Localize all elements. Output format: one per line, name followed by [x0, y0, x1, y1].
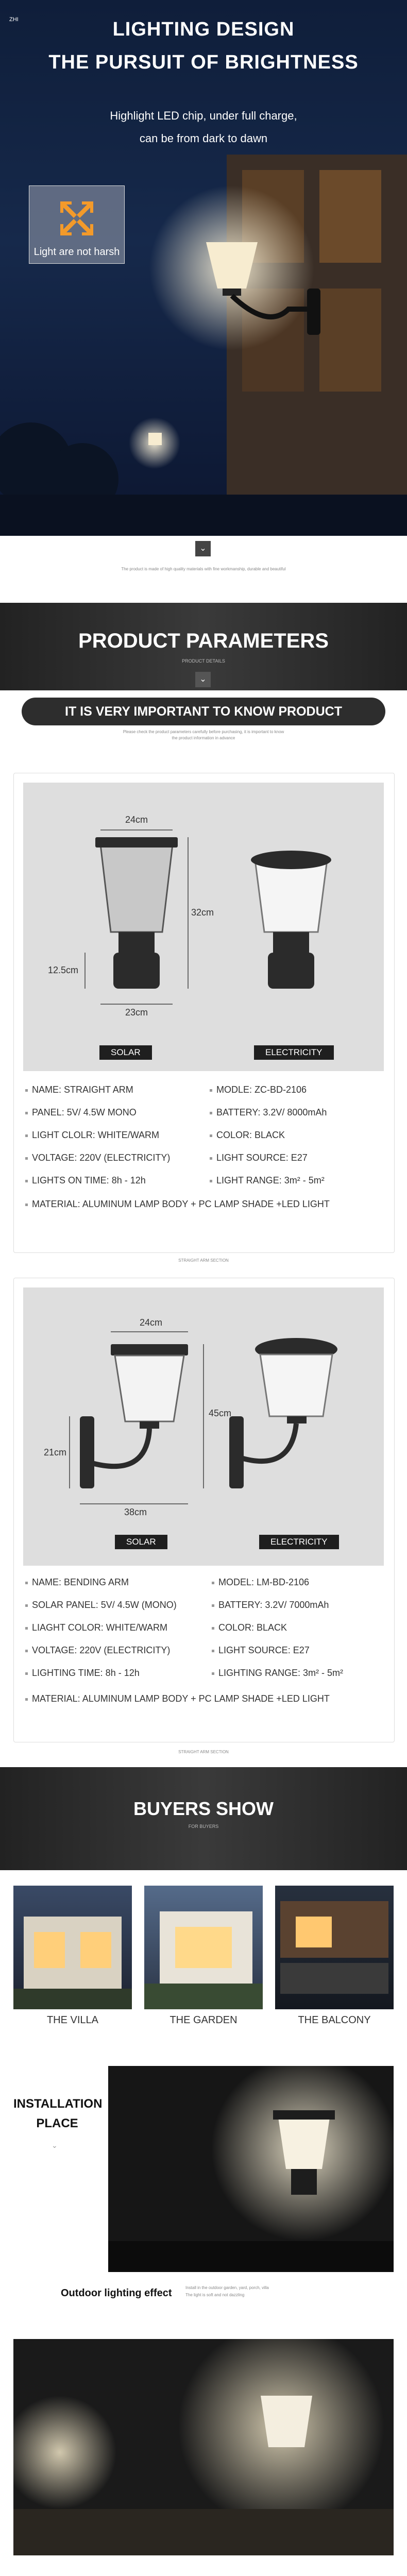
balcony-photo [275, 1886, 394, 2009]
params-banner [0, 603, 407, 690]
villa-illustration [13, 1886, 132, 2009]
product1-tag-electricity: ELECTRICITY [254, 1045, 334, 1060]
bullet-icon [212, 1627, 214, 1630]
product2-spec-right-2 [212, 1622, 287, 1633]
chevron-down-icon: ⌄ [52, 2141, 58, 2149]
hero-note-section [0, 536, 407, 603]
product2-dim-width: 24cm [140, 1317, 163, 1328]
bullet-icon [25, 1604, 28, 1607]
caption-garden: THE GARDEN [169, 2014, 238, 2026]
product1-spec-right-0 [210, 1084, 307, 1095]
product2-spec-left-4 [25, 1668, 140, 1679]
spec-text: SOLAR PANEL: 5V/ 4.5W (MONO) [32, 1600, 177, 1610]
caption-villa: THE VILLA [46, 2014, 99, 2026]
install-title-line1: INSTALLATION [13, 2097, 103, 2111]
product1-diagram-panel [23, 783, 384, 1071]
bullet-icon [212, 1604, 214, 1607]
pill-note-section [0, 726, 407, 762]
bullet-icon [212, 1582, 214, 1584]
hero-note: The product is made of high quality materials with fine workmanship, durable and beautiful [121, 567, 286, 571]
pill-note-2: the product information in advance [172, 736, 235, 740]
bullet-icon [210, 1134, 212, 1137]
spec-text: LIGHTING TIME: 8h - 12h [32, 1668, 140, 1678]
spec-text: MODEL: LM-BD-2106 [218, 1577, 310, 1587]
bullet-icon [25, 1180, 28, 1182]
spec-text: MATERIAL: ALUMINUM LAMP BODY + PC LAMP SHADE +LED LIGHT [32, 1199, 330, 1209]
product2-diagram-panel [23, 1287, 384, 1566]
spec-text: LIGHT CLOLR: WHITE/WARM [32, 1130, 160, 1140]
spec-text: COLOR: BLACK [216, 1130, 285, 1140]
spec-text: LIGHT SOURCE: E27 [216, 1153, 308, 1163]
product1-dim-width: 24cm [125, 815, 148, 825]
spec-text: LIGHT RANGE: 3m² - 5m² [216, 1175, 325, 1185]
product1-dim-depth: 23cm [125, 1007, 148, 1018]
product1-spec-left-1 [25, 1107, 137, 1118]
spec-text: MODLE: ZC-BD-2106 [216, 1084, 307, 1095]
product1-spec-left-2 [25, 1130, 159, 1141]
chevron-down-icon: ⌄ [195, 541, 211, 556]
product2-section [0, 1273, 407, 1767]
product2-spec-left-0 [25, 1577, 129, 1588]
garden-photo [144, 1886, 263, 2009]
product1-spec-right-3 [210, 1153, 308, 1163]
bullet-icon [210, 1112, 212, 1114]
bullet-icon [210, 1157, 212, 1160]
light-badge-text: Light are not harsh [33, 246, 120, 258]
product1-spec-left-3 [25, 1153, 170, 1163]
spec-text: COLOR: BLACK [218, 1622, 287, 1633]
product2-dim-arm: 21cm [44, 1447, 67, 1458]
spec-text: VOLTAGE: 220V (ELECTRICITY) [32, 1153, 171, 1163]
params-title: PRODUCT PARAMETERS [78, 630, 329, 652]
hero-title-line1: LIGHTING DESIGN [112, 19, 295, 40]
buyers-banner [0, 1767, 407, 1870]
hero-title-line2: THE PURSUIT OF BRIGHTNESS [48, 52, 359, 73]
bullet-icon [25, 1582, 28, 1584]
hero-subtitle-line2: can be from dark to dawn [139, 132, 268, 145]
bullet-icon [25, 1134, 28, 1137]
product1-spec-left-4 [25, 1175, 146, 1186]
bullet-icon [25, 1627, 28, 1630]
buyers-subtitle: FOR BUYERS [188, 1824, 219, 1829]
hero-section [0, 0, 407, 536]
product1-material [25, 1199, 330, 1210]
bullet-icon [212, 1672, 214, 1675]
product2-footnote: STRAIGHT ARM SECTION [178, 1750, 229, 1754]
product2-material [25, 1693, 330, 1704]
spec-text: VOLTAGE: 220V (ELECTRICITY) [32, 1645, 171, 1655]
install-illustration [108, 2066, 394, 2272]
product2-spec-right-3 [212, 1645, 310, 1656]
bullet-icon [210, 1089, 212, 1092]
pill-section [0, 690, 407, 726]
product1-spec-right-1 [210, 1107, 327, 1118]
product1-diagram [23, 783, 384, 1071]
light-badge [29, 185, 125, 264]
villa-photo [13, 1886, 132, 2009]
hero-illustration [0, 0, 407, 536]
product2-spec-left-1 [25, 1600, 177, 1611]
spec-text: BATTERY: 3.2V/ 8000mAh [216, 1107, 327, 1117]
product2-spec-right-0 [212, 1577, 309, 1588]
spec-text: NAME: STRAIGHT ARM [32, 1084, 133, 1095]
product2-tag-solar: SOLAR [115, 1535, 167, 1549]
product2-spec-right-1 [212, 1600, 329, 1611]
product2-tag-electricity: ELECTRICITY [259, 1535, 339, 1549]
chevron-down-icon: ⌄ [195, 672, 211, 687]
brand-logo-text: ZHI [9, 16, 19, 23]
bullet-icon [25, 1089, 28, 1092]
spec-text: LIGHT SOURCE: E27 [218, 1645, 310, 1655]
install-section [0, 2040, 407, 2329]
spec-text: LIAGHT COLOR: WHITE/WARM [32, 1622, 168, 1633]
spec-text: MATERIAL: ALUMINUM LAMP BODY + PC LAMP SHADE +LED LIGHT [32, 1693, 330, 1704]
night-photo-section [0, 2329, 407, 2566]
install-effect-note-2: The light is soft and not dazzling [185, 2293, 245, 2297]
install-effect-note-1: Install in the outdoor garden, yard, porch, villa [185, 2285, 269, 2290]
bullet-icon [210, 1180, 212, 1182]
pill-note-1: Please check the product parameters carefully before purchasing, it is important to know [123, 730, 284, 734]
info-pill: IT IS VERY IMPORTANT TO KNOW PRODUCT [22, 698, 385, 725]
spec-text: LIGHTING RANGE: 3m² - 5m² [218, 1668, 344, 1678]
bullet-icon [25, 1157, 28, 1160]
hero-subtitle-line1: Highlight LED chip, under full charge, [110, 109, 297, 122]
night-illustration [13, 2339, 394, 2555]
bullet-icon [25, 1672, 28, 1675]
product1-dim-height: 32cm [191, 907, 214, 918]
product2-diagram [23, 1287, 384, 1566]
bullet-icon [212, 1650, 214, 1652]
spec-text: BATTERY: 3.2V/ 7000mAh [218, 1600, 329, 1610]
arrows-icon [29, 186, 124, 243]
spec-text: LIGHTS ON TIME: 8h - 12h [32, 1175, 146, 1185]
product2-spec-left-2 [25, 1622, 167, 1633]
product1-footnote: STRAIGHT ARM SECTION [178, 1258, 229, 1263]
params-subtitle: PRODUCT DETAILS [182, 658, 225, 664]
product2-spec-left-3 [25, 1645, 170, 1656]
bullet-icon [25, 1650, 28, 1652]
product2-card [13, 1278, 395, 1742]
caption-balcony: THE BALCONY [298, 2014, 371, 2026]
buyers-gallery [0, 1870, 407, 2040]
bullet-icon [25, 1204, 28, 1206]
product1-tag-solar: SOLAR [99, 1045, 152, 1060]
product1-card [13, 773, 395, 1253]
product1-spec-right-4 [210, 1175, 325, 1186]
product1-spec-right-2 [210, 1130, 285, 1141]
bullet-icon [25, 1698, 28, 1701]
night-photo [13, 2339, 394, 2555]
product1-section [0, 762, 407, 1273]
install-title-line2: PLACE [36, 2116, 78, 2130]
product1-dim-arm: 12.5cm [48, 965, 79, 975]
product2-dim-height: 45cm [209, 1408, 232, 1418]
install-photo [108, 2066, 394, 2272]
product2-spec-right-4 [212, 1668, 343, 1679]
install-effect-title: Outdoor lighting effect [61, 2287, 172, 2299]
hallway-section [0, 2566, 407, 2576]
spec-text: NAME: BENDING ARM [32, 1577, 129, 1587]
spec-text: PANEL: 5V/ 4.5W MONO [32, 1107, 137, 1117]
balcony-illustration [275, 1886, 394, 2009]
bullet-icon [25, 1112, 28, 1114]
product1-spec-left-0 [25, 1084, 133, 1095]
garden-illustration [144, 1886, 263, 2009]
buyers-title: BUYERS SHOW [133, 1798, 274, 1819]
product2-dim-depth: 38cm [124, 1507, 147, 1517]
